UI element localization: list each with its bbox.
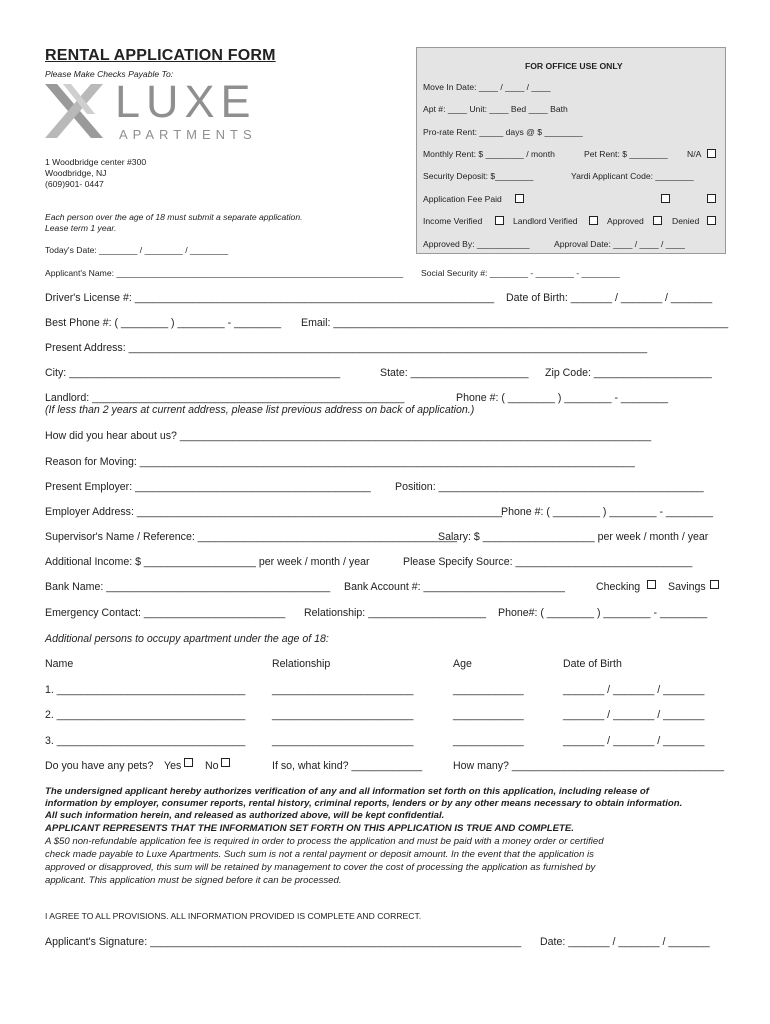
denied-label: Denied xyxy=(672,216,700,226)
logo-subtitle: APARTMENTS xyxy=(119,127,257,142)
lease-term-note: Lease term 1 year. xyxy=(45,223,117,233)
emergency-phone-field[interactable]: Phone#: ( ________ ) ________ - ________ xyxy=(498,607,708,619)
legal-line-1: The undersigned applicant hereby authorizes verification of any and all information set forth on this application, including release of xyxy=(45,786,649,797)
supervisor-field[interactable]: Supervisor's Name / Reference: ____________________________________________ xyxy=(45,531,457,543)
occupant-header-age: Age xyxy=(453,658,472,670)
income-verified-checkbox[interactable] xyxy=(495,216,504,225)
prorate-rent-field[interactable]: Pro-rate Rent: _____ days @ $ ________ xyxy=(423,127,583,137)
separate-application-note: Each person over the age of 18 must submit a separate application. xyxy=(45,212,303,222)
occupant-header-name: Name xyxy=(45,658,74,670)
form-title: RENTAL APPLICATION FORM xyxy=(45,47,276,64)
landlord-verified-checkbox[interactable] xyxy=(589,216,598,225)
address-line2: Woodbridge, NJ xyxy=(45,168,107,178)
occupant-3-relationship[interactable]: ________________________ xyxy=(272,735,414,747)
salary-field[interactable]: Salary: $ ___________________ per week / month / year xyxy=(438,531,709,543)
income-verified-label: Income Verified xyxy=(423,216,483,226)
approved-checkbox-upper[interactable] xyxy=(661,194,670,203)
pet-rent-field[interactable]: Pet Rent: $ ________ xyxy=(584,149,668,159)
legal-line-5: A $50 non-refundable application fee is required in order to process the application and must be paid with a money order or certified xyxy=(45,836,604,847)
approval-date-field[interactable]: Approval Date: ____ / ____ / ____ xyxy=(554,239,685,249)
additional-income-field[interactable]: Additional Income: $ ___________________ per week / month / year xyxy=(45,556,370,568)
checks-payable-note: Please Make Checks Payable To: xyxy=(45,69,174,79)
app-fee-label: Application Fee Paid xyxy=(423,194,502,204)
occupant-2-relationship[interactable]: ________________________ xyxy=(272,709,414,721)
position-field[interactable]: Position: _____________________________________________ xyxy=(395,481,704,493)
pets-yes-checkbox[interactable] xyxy=(184,758,193,767)
best-phone-field[interactable]: Best Phone #: ( ________ ) ________ - ________ xyxy=(45,317,282,329)
legal-line-2: information by employer, consumer reports, rental history, criminal reports, lenders or by any other means necessary to obtain information. xyxy=(45,798,683,809)
pets-yes-label: Yes xyxy=(164,760,182,772)
pet-count-field[interactable]: How many? ____________________________________ xyxy=(453,760,724,772)
denied-checkbox-upper[interactable] xyxy=(707,194,716,203)
na-label: N/A xyxy=(687,149,702,159)
landlord-phone-field[interactable]: Phone #: ( ________ ) ________ - ________ xyxy=(456,392,669,404)
logo-wordmark: LUXE xyxy=(115,76,257,127)
todays-date-field[interactable]: Today's Date: ________ / ________ / ________ xyxy=(45,245,229,255)
occupant-2-dob[interactable]: _______ / _______ / _______ xyxy=(563,709,705,721)
dob-field[interactable]: Date of Birth: _______ / _______ / _______ xyxy=(506,292,713,304)
legal-line-6: check made payable to Luxe Apartments. Such sum is not a rental payment or deposit amount. In the event that the application is xyxy=(45,849,594,860)
income-source-field[interactable]: Please Specify Source: ______________________________ xyxy=(403,556,693,568)
occupants-note: Additional persons to occupy apartment under the age of 18: xyxy=(45,633,329,645)
present-address-field[interactable]: Present Address: ________________________________________________________________________________________ xyxy=(45,342,648,354)
luxe-logo xyxy=(45,76,285,150)
occupant-header-dob: Date of Birth xyxy=(563,658,622,670)
city-field[interactable]: City: ______________________________________________ xyxy=(45,367,341,379)
employer-phone-field[interactable]: Phone #: ( ________ ) ________ - ________ xyxy=(501,506,714,518)
approved-by-field[interactable]: Approved By: ___________ xyxy=(423,239,530,249)
occupant-1-relationship[interactable]: ________________________ xyxy=(272,684,414,696)
approved-checkbox[interactable] xyxy=(653,216,662,225)
occupant-2-age[interactable]: ____________ xyxy=(453,709,524,721)
address-line1: 1 Woodbridge center #300 xyxy=(45,157,147,167)
apt-field[interactable]: Apt #: ____ Unit: ____ Bed ____ Bath xyxy=(423,104,568,114)
signature-date-field[interactable]: Date: _______ / _______ / _______ xyxy=(540,936,710,948)
emergency-relationship-field[interactable]: Relationship: ____________________ xyxy=(304,607,487,619)
checking-checkbox[interactable] xyxy=(647,580,656,589)
pets-no-label: No xyxy=(205,760,219,772)
zip-field[interactable]: Zip Code: ____________________ xyxy=(545,367,712,379)
occupant-3-age[interactable]: ____________ xyxy=(453,735,524,747)
pet-kind-field[interactable]: If so, what kind? ____________ xyxy=(272,760,423,772)
monthly-rent-field[interactable]: Monthly Rent: $ ________ / month xyxy=(423,149,555,159)
drivers-license-field[interactable]: Driver's License #: _____________________________________________________________ xyxy=(45,292,495,304)
occupant-1-dob[interactable]: _______ / _______ / _______ xyxy=(563,684,705,696)
applicant-name-field[interactable]: Applicant's Name: ____________________________________________________________ xyxy=(45,268,404,278)
agreement-statement: I AGREE TO ALL PROVISIONS. ALL INFORMATION PROVIDED IS COMPLETE AND CORRECT. xyxy=(45,911,422,921)
office-use-box xyxy=(416,47,726,254)
office-use-heading: FOR OFFICE USE ONLY xyxy=(525,61,623,71)
employer-address-field[interactable]: Employer Address: ______________________________________________________________ xyxy=(45,506,503,518)
occupant-1-age[interactable]: ____________ xyxy=(453,684,524,696)
pets-no-checkbox[interactable] xyxy=(221,758,230,767)
ssn-field[interactable]: Social Security #: ________ - ________ - ________ xyxy=(421,268,620,278)
present-employer-field[interactable]: Present Employer: ________________________________________ xyxy=(45,481,371,493)
landlord-field[interactable]: Landlord: _____________________________________________________ xyxy=(45,392,405,404)
hear-about-us-field[interactable]: How did you hear about us? ________________________________________________________________________________ xyxy=(45,430,652,442)
legal-line-7: approved or disapproved, this sum will be retained by management to cover the cost of processing the application as furnished by xyxy=(45,862,596,873)
checking-label: Checking xyxy=(596,581,641,593)
occupant-2-name[interactable]: 2. ________________________________ xyxy=(45,709,246,721)
occupant-header-relationship: Relationship xyxy=(272,658,331,670)
denied-checkbox[interactable] xyxy=(707,216,716,225)
occupant-3-name[interactable]: 3. ________________________________ xyxy=(45,735,246,747)
bank-account-field[interactable]: Bank Account #: ________________________ xyxy=(344,581,565,593)
emergency-contact-field[interactable]: Emergency Contact: ________________________ xyxy=(45,607,286,619)
office-phone: (609)901- 0447 xyxy=(45,179,104,189)
occupant-1-name[interactable]: 1. ________________________________ xyxy=(45,684,246,696)
legal-line-8: applicant. This application must be signed before it can be processed. xyxy=(45,875,342,886)
move-in-date-field[interactable]: Move In Date: ____ / ____ / ____ xyxy=(423,82,551,92)
luxe-logo-mark-icon xyxy=(45,80,105,142)
app-fee-checkbox[interactable] xyxy=(515,194,524,203)
yardi-code-field[interactable]: Yardi Applicant Code: ________ xyxy=(571,171,694,181)
previous-address-note: (If less than 2 years at current address, please list previous address on back of application.) xyxy=(45,404,475,416)
email-field[interactable]: Email: ___________________________________________________________________ xyxy=(301,317,729,329)
approved-label: Approved xyxy=(607,216,644,226)
landlord-verified-label: Landlord Verified xyxy=(513,216,578,226)
legal-line-3: All such information herein, and released as authorized above, will be kept confidential. xyxy=(45,810,445,821)
legal-line-4: APPLICANT REPRESENTS THAT THE INFORMATION SET FORTH ON THIS APPLICATION IS TRUE AND COMPLETE. xyxy=(45,823,574,834)
reason-moving-field[interactable]: Reason for Moving: ____________________________________________________________________________________ xyxy=(45,456,635,468)
pets-question: Do you have any pets? xyxy=(45,760,154,772)
occupant-3-dob[interactable]: _______ / _______ / _______ xyxy=(563,735,705,747)
applicant-signature-field[interactable]: Applicant's Signature: _______________________________________________________________ xyxy=(45,936,522,948)
savings-checkbox[interactable] xyxy=(710,580,719,589)
na-checkbox[interactable] xyxy=(707,149,716,158)
state-field[interactable]: State: ____________________ xyxy=(380,367,529,379)
savings-label: Savings xyxy=(668,581,706,593)
security-deposit-field[interactable]: Security Deposit: $________ xyxy=(423,171,534,181)
bank-name-field[interactable]: Bank Name: ______________________________________ xyxy=(45,581,331,593)
